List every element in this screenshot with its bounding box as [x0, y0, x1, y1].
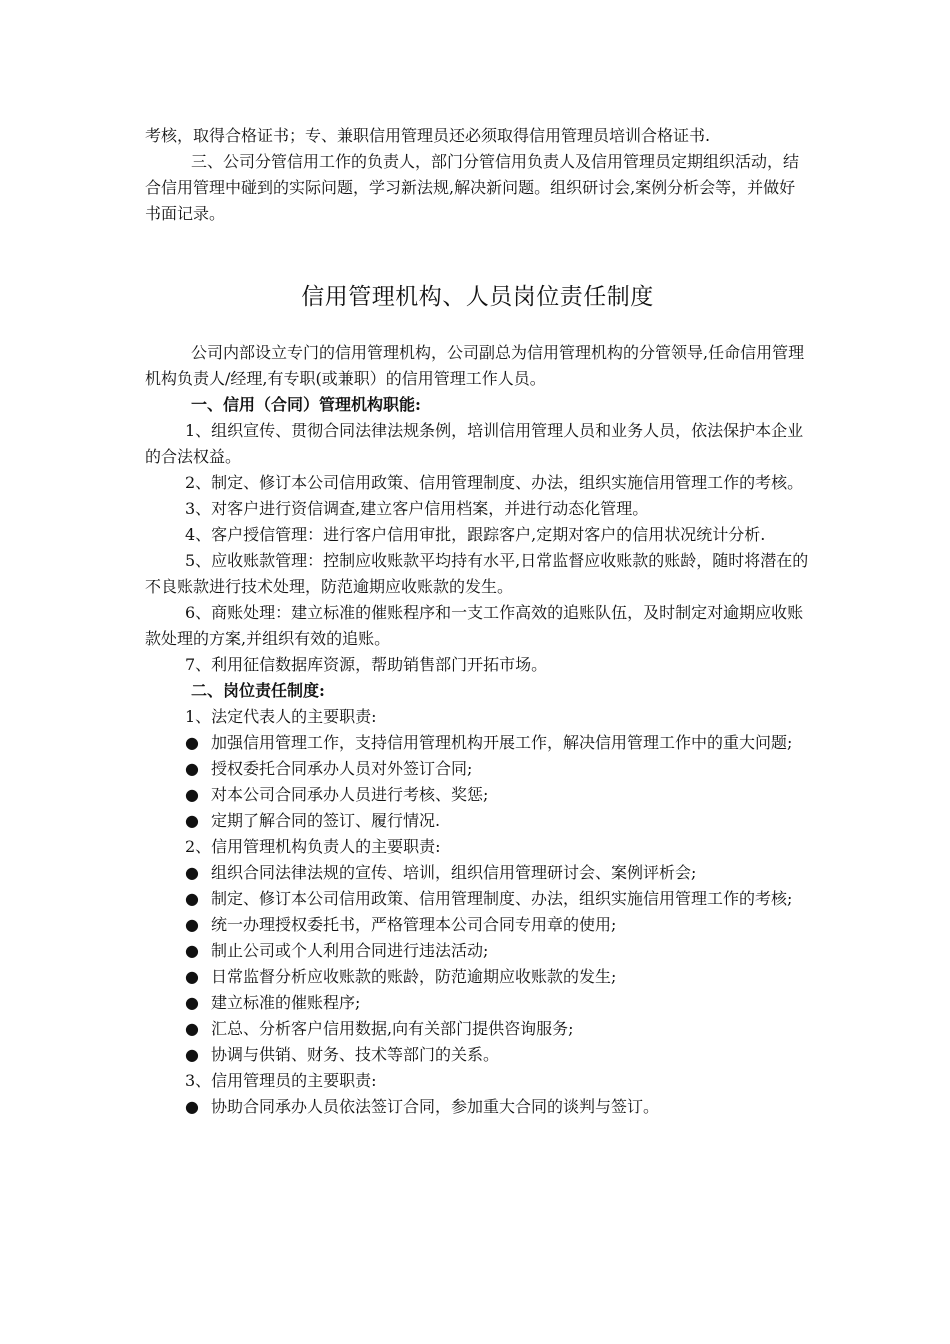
bullet-icon: ●: [185, 759, 199, 778]
bullet-icon: ●: [185, 915, 199, 934]
bullet-item: ● 建立标准的催账程序;: [145, 990, 810, 1016]
bullet-icon: ●: [185, 1019, 199, 1038]
bullet-icon: ●: [185, 967, 199, 986]
sub-heading-credit-head: 2、信用管理机构负责人的主要职责:: [185, 837, 441, 856]
bullet-icon: ●: [185, 785, 199, 804]
bullet-icon: ●: [185, 941, 199, 960]
bullet-icon: ●: [185, 863, 199, 882]
bullet-item: ● 协助合同承办人员依法签订合同，参加重大合同的谈判与签订。: [145, 1094, 810, 1120]
bullet-item: ● 定期了解合同的签订、履行情况.: [145, 808, 810, 834]
bullet-icon: ●: [185, 811, 199, 830]
sub-heading-legal-rep: 1、法定代表人的主要职责:: [185, 707, 377, 726]
intro-paragraph: 公司内部设立专门的信用管理机构，公司副总为信用管理机构的分管领导,任命信用管理机构负责人/经理,有专职(或兼职）的信用管理工作人员。: [145, 343, 805, 388]
bullet-icon: ●: [185, 1097, 199, 1116]
function-item-2: 2、制定、修订本公司信用政策、信用管理制度、办法，组织实施信用管理工作的考核。: [185, 473, 804, 492]
function-item-1: 1、组织宣传、贯彻合同法律法规条例，培训信用管理人员和业务人员，依法保护本企业的合法权益。: [145, 421, 804, 466]
function-item-7: 7、利用征信数据库资源，帮助销售部门开拓市场。: [185, 655, 548, 674]
bullet-item: ● 组织合同法律法规的宣传、培训，组织信用管理研讨会、案例评析会;: [145, 860, 810, 886]
document-body: [145, 123, 810, 1120]
bullet-icon: ●: [185, 889, 199, 908]
bullet-item: ● 加强信用管理工作，支持信用管理机构开展工作，解决信用管理工作中的重大问题;: [145, 730, 810, 756]
bullet-item: ● 日常监督分析应收账款的账龄，防范逾期应收账款的发生;: [145, 964, 810, 990]
bullet-icon: ●: [185, 733, 199, 752]
bullet-item: ● 统一办理授权委托书，严格管理本公司合同专用章的使用;: [145, 912, 810, 938]
bullet-item: ● 授权委托合同承办人员对外签订合同;: [145, 756, 810, 782]
section-heading-functions: 一、信用（合同）管理机构职能:: [191, 395, 421, 414]
function-item-5: 5、应收账款管理：控制应收账款平均持有水平,日常监督应收账款的账龄，随时将潜在的不良账款进行技术处理，防范逾期应收账款的发生。: [145, 551, 809, 596]
paragraph-continuation: 考核，取得合格证书；专、兼职信用管理员还必须取得信用管理员培训合格证书.: [145, 126, 711, 145]
section-heading-responsibilities: 二、岗位责任制度:: [191, 681, 325, 700]
bullet-icon: ●: [185, 1045, 199, 1064]
bullet-item: ● 汇总、分析客户信用数据,向有关部门提供咨询服务;: [145, 1016, 810, 1042]
bullet-item: ● 协调与供销、财务、技术等部门的关系。: [145, 1042, 810, 1068]
function-item-4: 4、客户授信管理：进行客户信用审批，跟踪客户,定期对客户的信用状况统计分析.: [185, 525, 766, 544]
bullet-item: ● 对本公司合同承办人员进行考核、奖惩;: [145, 782, 810, 808]
function-item-6: 6、商账处理：建立标准的催账程序和一支工作高效的追账队伍，及时制定对逾期应收账款处理的方案,并组织有效的追账。: [145, 603, 804, 648]
document-title: 信用管理机构、人员岗位责任制度: [301, 284, 654, 310]
function-item-3: 3、对客户进行资信调查,建立客户信用档案，并进行动态化管理。: [185, 499, 649, 518]
paragraph-item-three: 三、公司分管信用工作的负责人，部门分管信用负责人及信用管理员定期组织活动，结合信用管理中碰到的实际问题，学习新法规,解决新问题。组织研讨会,案例分析会等，并做好书面记录。: [145, 152, 800, 223]
bullet-icon: ●: [185, 993, 199, 1012]
bullet-item: ● 制止公司或个人利用合同进行违法活动;: [145, 938, 810, 964]
sub-heading-credit-manager: 3、信用管理员的主要职责:: [185, 1071, 377, 1090]
bullet-item: ● 制定、修订本公司信用政策、信用管理制度、办法，组织实施信用管理工作的考核;: [145, 886, 810, 912]
